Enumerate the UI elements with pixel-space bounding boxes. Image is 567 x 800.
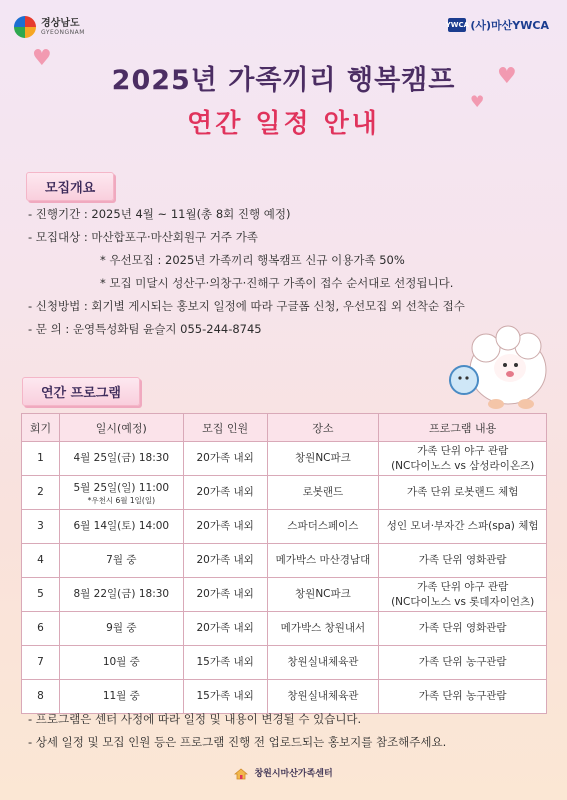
- header-place: 장소: [267, 414, 379, 442]
- row-content: 가족 단위 영화관람: [379, 544, 547, 578]
- page-subtitle: 연간 일정 안내: [187, 109, 380, 139]
- gyeongnam-logo: [14, 16, 85, 38]
- row-date: 7월 중: [59, 544, 183, 578]
- recruit-shortfall: * 모집 미달시 성산구·의창구·진해구 가족이 접수 순서대로 선정됩니다.: [100, 276, 454, 290]
- row-no: 2: [22, 476, 60, 510]
- row-date: 8월 22일(금) 18:30: [59, 578, 183, 612]
- row-content: [379, 578, 547, 612]
- row-content-line1: 가족 단위 야구 관람: [417, 580, 509, 593]
- table-row: [22, 578, 547, 612]
- header-content: 프로그램 내용: [379, 414, 547, 442]
- program-table: [21, 413, 547, 714]
- table-row: [22, 680, 547, 714]
- ywca-logo-icon: YWCA: [448, 18, 466, 32]
- row-people: 20가족 내외: [183, 578, 267, 612]
- recruit-target: - 모집대상 : 마산합포구·마산회원구 거주 가족: [28, 230, 258, 244]
- row-no: 5: [22, 578, 60, 612]
- row-place: 창원NC파크: [267, 442, 379, 476]
- page-title: 2025년 가족끼리 행복캠프: [111, 65, 456, 96]
- ywca-logo: [445, 17, 549, 33]
- table-row: [22, 510, 547, 544]
- row-date: [59, 476, 183, 510]
- row-content: 가족 단위 로봇랜드 체험: [379, 476, 547, 510]
- row-place: 창원실내체육관: [267, 680, 379, 714]
- gyeongnam-logo-icon: [14, 16, 36, 38]
- ywca-logo-text: (사)마산YWCA: [470, 19, 549, 32]
- row-place: 로봇랜드: [267, 476, 379, 510]
- row-place: 메가박스 창원내서: [267, 612, 379, 646]
- row-place: 메가박스 마산경남대: [267, 544, 379, 578]
- row-date-note: *우천시 6월 1일(일): [87, 495, 155, 505]
- row-content: 가족 단위 영화관람: [379, 612, 547, 646]
- sheep-mascot-icon: [436, 318, 552, 414]
- row-content-line1: 가족 단위 야구 관람: [417, 444, 509, 457]
- header-no: 회기: [22, 414, 60, 442]
- table-header-row: [22, 414, 547, 442]
- row-date-main: 5월 25일(일) 11:00: [73, 481, 170, 494]
- row-date: 10월 중: [59, 646, 183, 680]
- recruit-method: - 신청방법 : 회기별 게시되는 홍보지 일정에 따라 구글폼 신청, 우선모집 외 선착순 접수: [28, 299, 465, 313]
- gyeongnam-logo-subtext: GYEONGNAM: [41, 29, 85, 36]
- row-no: 8: [22, 680, 60, 714]
- row-content-line2: (NC다이노스 vs 삼성라이온즈): [391, 459, 535, 472]
- recruit-period: - 진행기간 : 2025년 4월 ~ 11월(총 8회 진행 예정): [28, 207, 291, 221]
- recruit-priority: * 우선모집 : 2025년 가족끼리 행복캠프 신규 이용가족 50%: [100, 253, 405, 267]
- row-people: 20가족 내외: [183, 612, 267, 646]
- heart-icon: ♥: [470, 92, 485, 111]
- table-row: [22, 442, 547, 476]
- note-detail: - 상세 일정 및 모집 인원 등은 프로그램 진행 전 업로드되는 홍보지를 참조해주세요.: [28, 735, 447, 749]
- table-row: [22, 544, 547, 578]
- gyeongnam-logo-text: 경상남도: [41, 18, 80, 29]
- house-icon: [234, 768, 248, 780]
- row-no: 1: [22, 442, 60, 476]
- heart-icon: ♥: [32, 46, 52, 71]
- row-content: 성인 모녀·부자간 스파(spa) 체험: [379, 510, 547, 544]
- row-no: 7: [22, 646, 60, 680]
- row-no: 4: [22, 544, 60, 578]
- recruit-section-label: 모집개요: [26, 172, 114, 201]
- heart-icon: ♥: [497, 64, 517, 89]
- row-no: 6: [22, 612, 60, 646]
- row-content-line2: (NC다이노스 vs 롯데자이언츠): [391, 595, 535, 608]
- header-date: 일시(예정): [59, 414, 183, 442]
- row-content: 가족 단위 농구관람: [379, 680, 547, 714]
- program-section-label: 연간 프로그램: [22, 377, 140, 406]
- row-people: 20가족 내외: [183, 510, 267, 544]
- row-people: 20가족 내외: [183, 442, 267, 476]
- note-change: - 프로그램은 센터 사정에 따라 일정 및 내용이 변경될 수 있습니다.: [28, 712, 362, 726]
- row-date: 9월 중: [59, 612, 183, 646]
- row-people: 20가족 내외: [183, 476, 267, 510]
- footer: [0, 766, 567, 780]
- row-place: 창원NC파크: [267, 578, 379, 612]
- row-date: 11월 중: [59, 680, 183, 714]
- row-no: 3: [22, 510, 60, 544]
- table-row: [22, 476, 547, 510]
- row-people: 15가족 내외: [183, 646, 267, 680]
- row-date: 6월 14일(토) 14:00: [59, 510, 183, 544]
- row-date: 4월 25일(금) 18:30: [59, 442, 183, 476]
- header-people: 모집 인원: [183, 414, 267, 442]
- row-place: 스파더스페이스: [267, 510, 379, 544]
- row-content: [379, 442, 547, 476]
- row-people: 15가족 내외: [183, 680, 267, 714]
- row-content: 가족 단위 농구관람: [379, 646, 547, 680]
- recruit-contact: - 문 의 : 운영특성화팀 윤슬지 055-244-8745: [28, 322, 262, 336]
- row-place: 창원실내체육관: [267, 646, 379, 680]
- row-people: 20가족 내외: [183, 544, 267, 578]
- table-row: [22, 612, 547, 646]
- footer-org: 창원시마산가족센터: [254, 769, 333, 779]
- table-row: [22, 646, 547, 680]
